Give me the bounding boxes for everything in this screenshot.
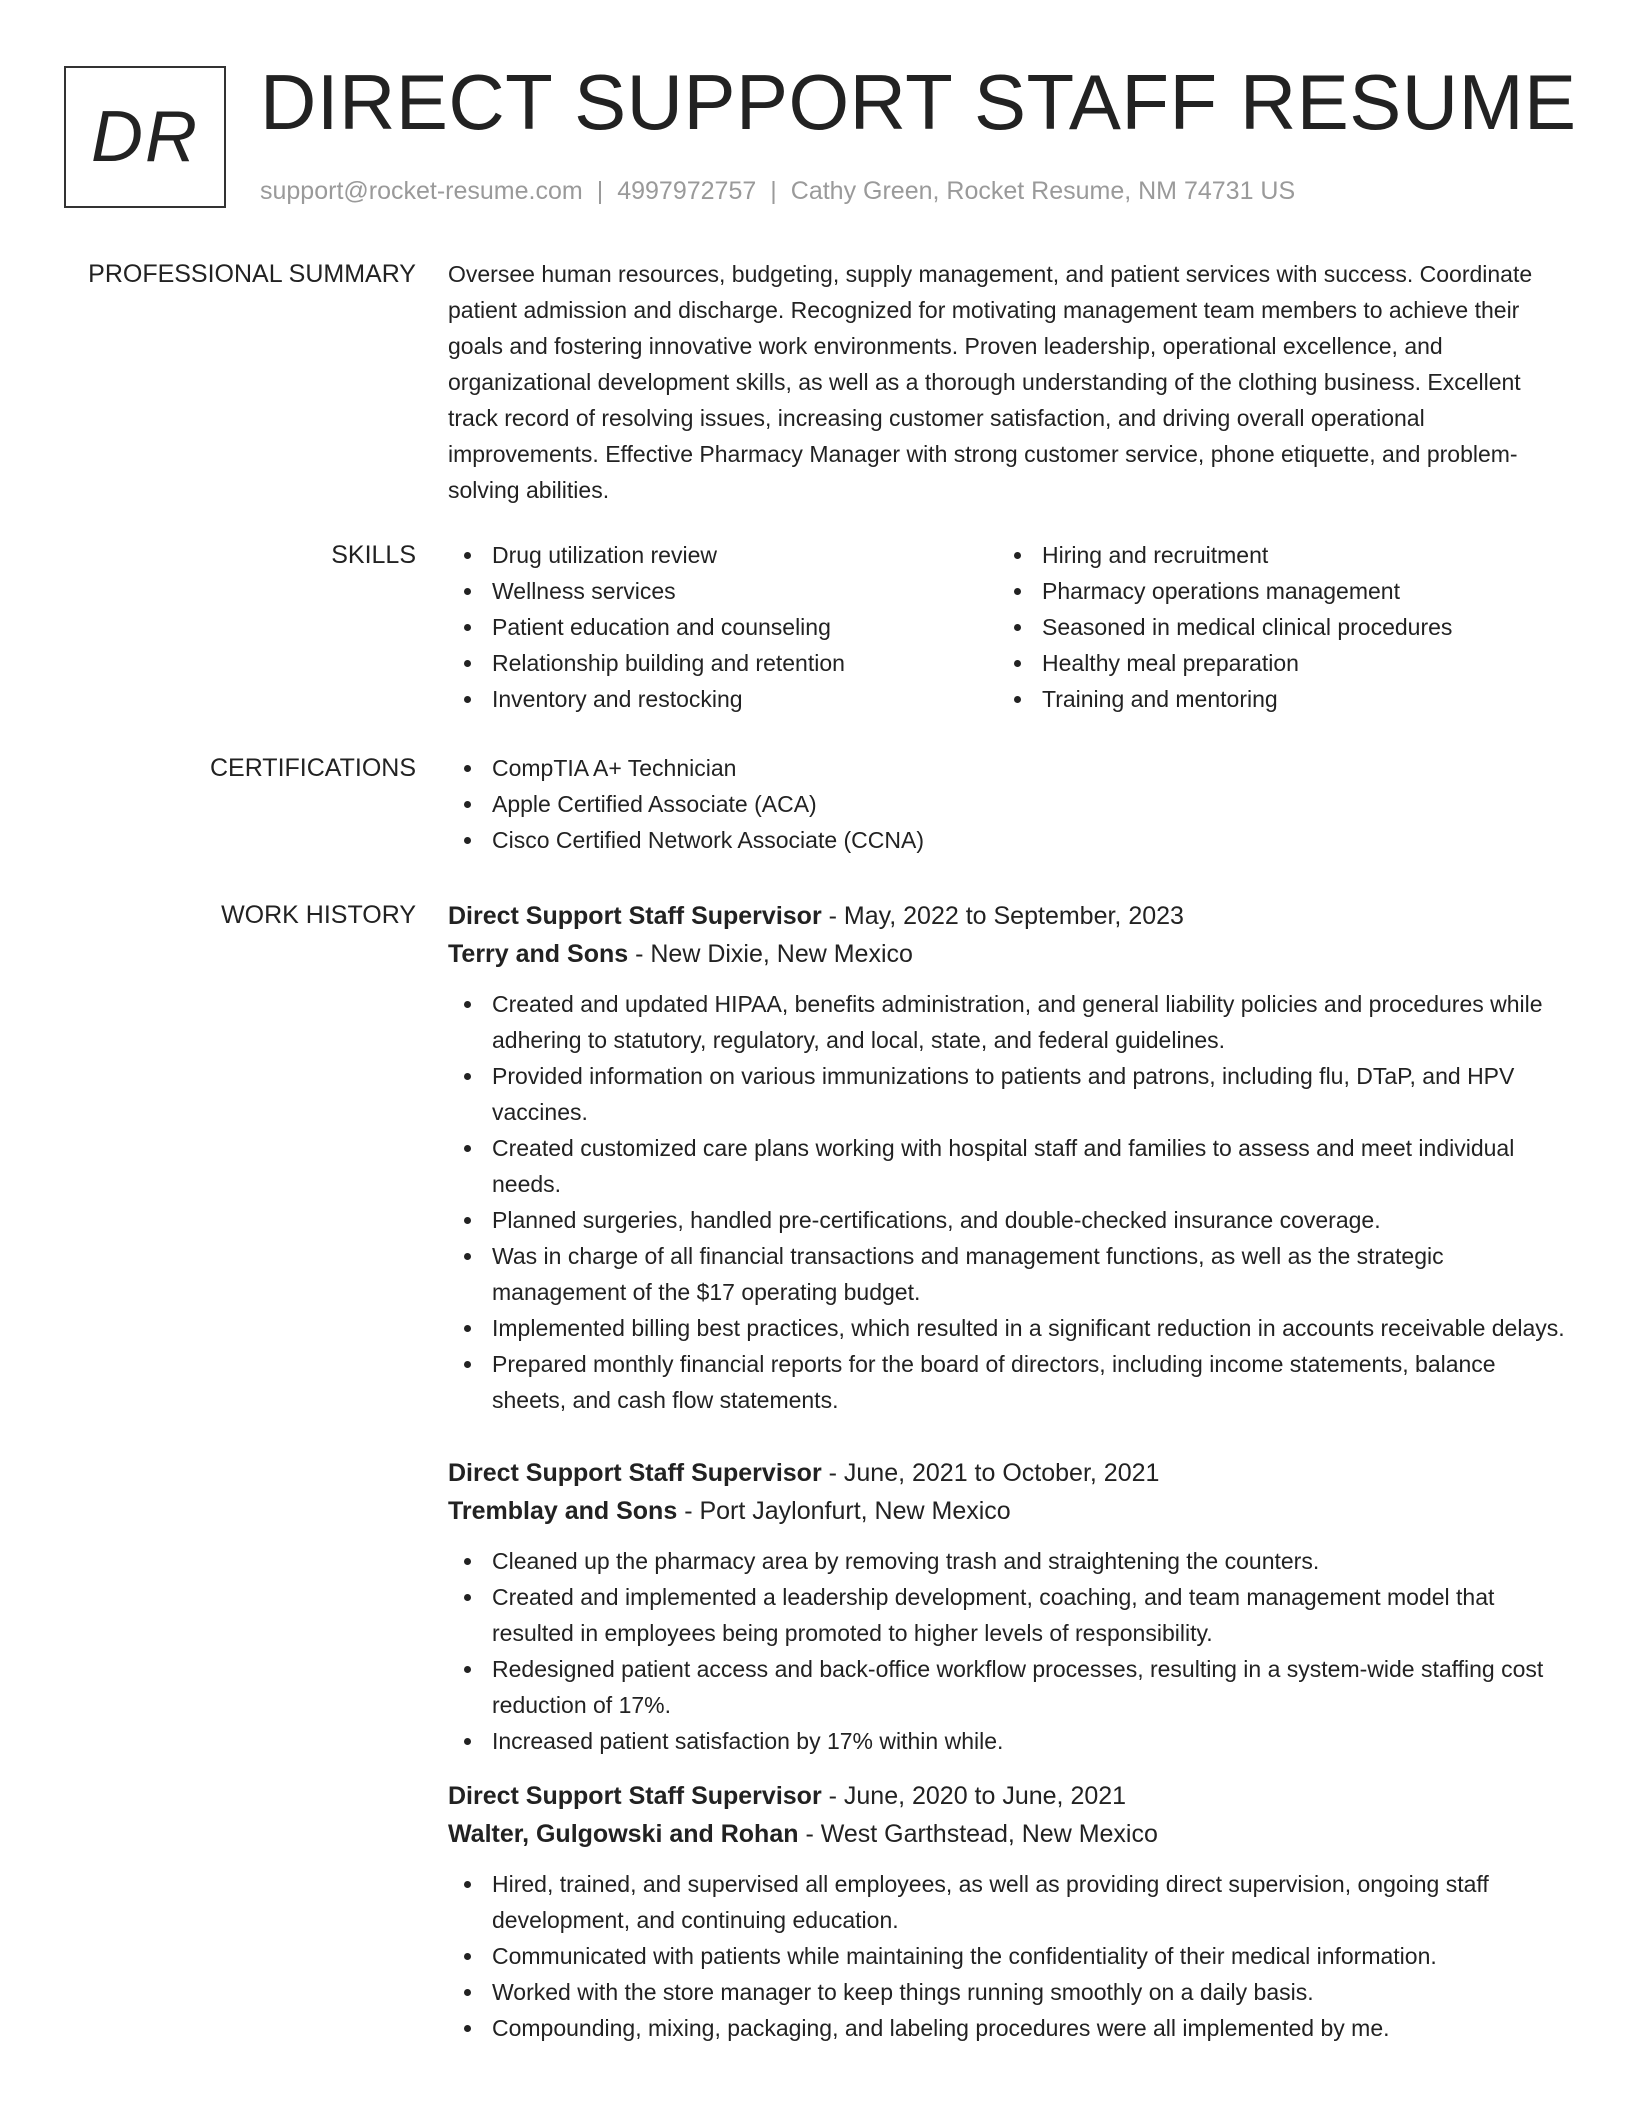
job-title: Direct Support Staff Supervisor [448, 1782, 822, 1810]
job-bullet: Compounding, mixing, packaging, and labeling procedures were all implemented by me. [448, 2010, 1568, 2046]
job-dates: - June, 2021 to October, 2021 [821, 1459, 1160, 1487]
monogram-logo: DR [64, 66, 226, 208]
job-bullet: Cleaned up the pharmacy area by removing trash and straightening the counters. [448, 1543, 1568, 1579]
job-company: Walter, Gulgowski and Rohan [448, 1820, 799, 1848]
job-company-line [448, 1815, 1568, 1853]
skill-item: Patient education and counseling [448, 609, 998, 645]
job-bullet: Worked with the store manager to keep things running smoothly on a daily basis. [448, 1974, 1568, 2010]
skill-item: Healthy meal preparation [998, 645, 1548, 681]
skill-item: Training and mentoring [998, 681, 1548, 717]
section-label-skills: SKILLS [331, 541, 416, 569]
contact-address: Cathy Green, Rocket Resume, NM 74731 US [790, 177, 1296, 205]
job-dates: - May, 2022 to September, 2023 [821, 902, 1184, 930]
certification-item: CompTIA A+ Technician [448, 750, 1568, 786]
skill-item: Seasoned in medical clinical procedures [998, 609, 1548, 645]
contact-phone[interactable]: 4997972757 [617, 177, 757, 205]
certifications-body [448, 750, 1568, 858]
work-history-body [448, 897, 1568, 2046]
skill-item: Hiring and recruitment [998, 537, 1548, 573]
section-label-work-history: WORK HISTORY [221, 901, 416, 929]
certifications-list [448, 750, 1568, 858]
contact-separator: | [770, 177, 777, 205]
job-title-line [448, 1454, 1568, 1492]
job-bullet-list [448, 1866, 1568, 2046]
skill-item: Drug utilization review [448, 537, 998, 573]
job-bullet: Implemented billing best practices, which resulted in a significant reduction in accounts receivable delays. [448, 1310, 1568, 1346]
job-bullet: Hired, trained, and supervised all employees, as well as providing direct supervision, ongoing staff development, and continuing education. [448, 1866, 1568, 1938]
job-entry [448, 1454, 1568, 1759]
job-entry [448, 897, 1568, 1418]
page-title: DIRECT SUPPORT STAFF RESUME [260, 58, 1577, 146]
job-title-line [448, 1777, 1568, 1815]
job-bullet: Created and implemented a leadership development, coaching, and team management model that resulted in employees being promoted to higher levels of responsibility. [448, 1579, 1568, 1651]
job-bullet: Increased patient satisfaction by 17% within while. [448, 1723, 1568, 1759]
job-location: - Port Jaylonfurt, New Mexico [677, 1497, 1011, 1525]
job-bullet: Communicated with patients while maintaining the confidentiality of their medical information. [448, 1938, 1568, 1974]
job-company-line [448, 1492, 1568, 1530]
skills-list-left [448, 537, 998, 717]
job-company: Tremblay and Sons [448, 1497, 678, 1525]
job-location: - New Dixie, New Mexico [628, 940, 913, 968]
contact-separator: | [596, 177, 604, 205]
job-location: - West Garthstead, New Mexico [798, 1820, 1158, 1848]
job-title: Direct Support Staff Supervisor [448, 1459, 822, 1487]
contact-line [260, 175, 1295, 207]
job-title-line [448, 897, 1568, 935]
skills-body [448, 537, 1568, 717]
job-company-line [448, 935, 1568, 973]
job-bullet: Prepared monthly financial reports for the board of directors, including income statements, balance sheets, and cash flow statements. [448, 1346, 1568, 1418]
job-entry [448, 1777, 1568, 2046]
job-bullet: Created and updated HIPAA, benefits administration, and general liability policies and procedures while adhering to statutory, regulatory, and local, state, and federal guidelines. [448, 986, 1568, 1058]
job-bullet: Redesigned patient access and back-office workflow processes, resulting in a system-wide staffing cost reduction of 17%. [448, 1651, 1568, 1723]
certification-item: Apple Certified Associate (ACA) [448, 786, 1568, 822]
skills-list-right [998, 537, 1548, 717]
section-label-certifications: CERTIFICATIONS [209, 754, 416, 782]
job-bullet: Created customized care plans working with hospital staff and families to assess and meet individual needs. [448, 1130, 1568, 1202]
skill-item: Inventory and restocking [448, 681, 998, 717]
job-title: Direct Support Staff Supervisor [448, 902, 822, 930]
job-bullet-list [448, 1543, 1568, 1759]
summary-body [448, 256, 1568, 508]
job-bullet-list [448, 986, 1568, 1418]
job-bullet: Planned surgeries, handled pre-certifications, and double-checked insurance coverage. [448, 1202, 1568, 1238]
section-label-summary: PROFESSIONAL SUMMARY [88, 260, 416, 288]
skill-item: Relationship building and retention [448, 645, 998, 681]
job-dates: - June, 2020 to June, 2021 [821, 1782, 1127, 1810]
summary-text: Oversee human resources, budgeting, supply management, and patient services with success. Coordinate patient admission and discharge. Recognized for motivating management team members to achieve their goals and fostering innovative work environments. Proven leadership, operational excellence, and organizational development skills, as well as a thorough understanding of the clothing business. Excellent track record of resolving issues, increasing customer satisfaction, and driving overall operational improvements. Effective Pharmacy Manager with strong customer service, phone etiquette, and problem-solving abilities. [448, 261, 1533, 503]
skill-item: Pharmacy operations management [998, 573, 1548, 609]
skill-item: Wellness services [448, 573, 998, 609]
job-bullet: Was in charge of all financial transactions and management functions, as well as the strategic management of the $17 operating budget. [448, 1238, 1568, 1310]
contact-email[interactable]: support@rocket-resume.com [260, 177, 583, 205]
job-bullet: Provided information on various immunizations to patients and patrons, including flu, DTaP, and HPV vaccines. [448, 1058, 1568, 1130]
job-company: Terry and Sons [448, 940, 629, 968]
certification-item: Cisco Certified Network Associate (CCNA) [448, 822, 1568, 858]
